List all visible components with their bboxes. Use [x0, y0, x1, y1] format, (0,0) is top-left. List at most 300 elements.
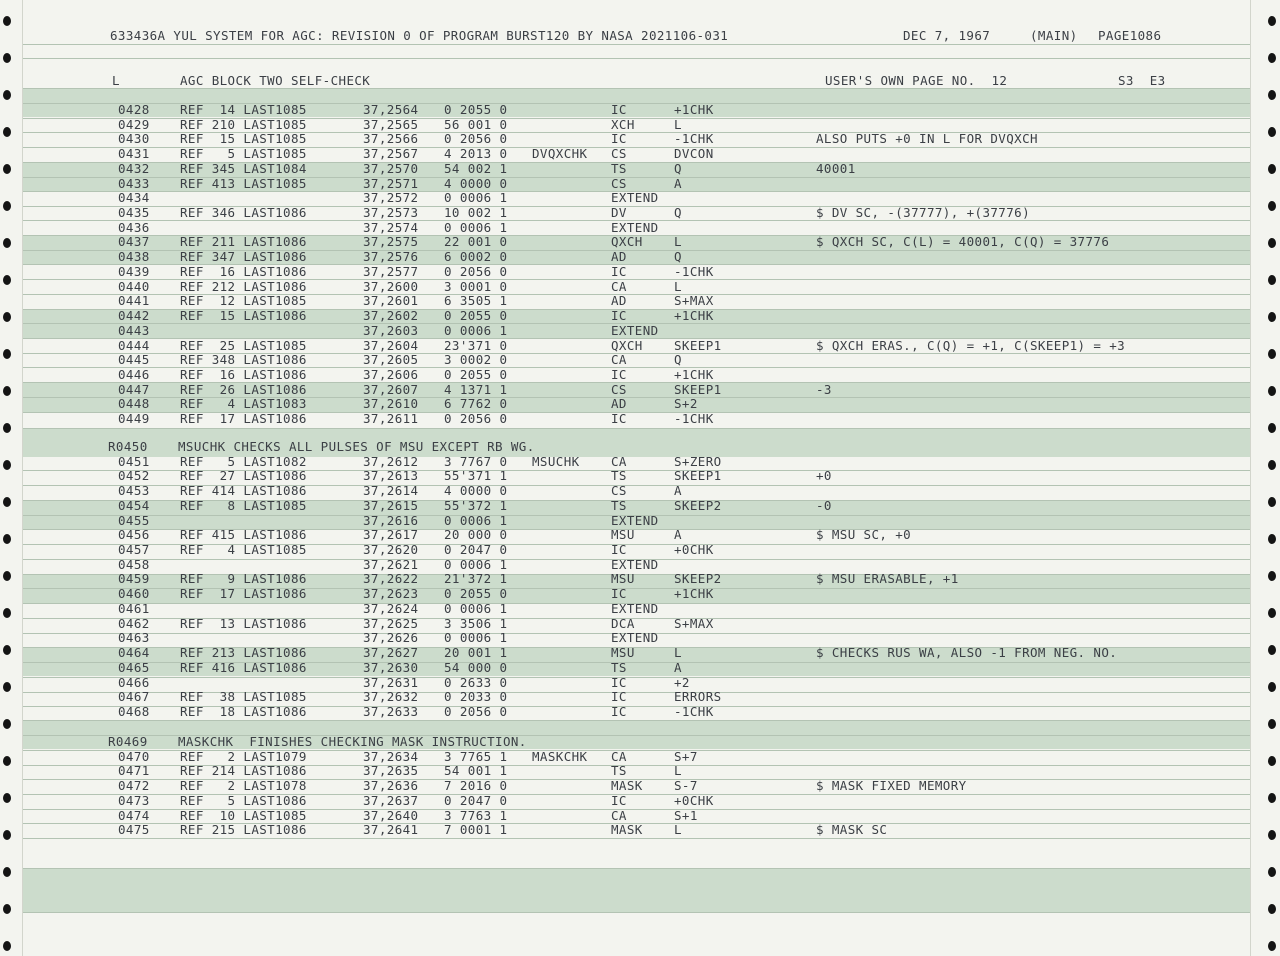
line-addr: 37,2616 — [363, 513, 419, 528]
line-comment: -0 — [816, 498, 832, 513]
line-op: EXTEND — [611, 630, 659, 645]
line-word: 0 2055 0 — [444, 308, 508, 323]
line-op: DCA — [611, 616, 635, 631]
line-ref: REF 17 LAST1086 — [180, 586, 307, 601]
line-operand: S+ZERO — [674, 454, 722, 469]
line-ref: REF 213 LAST1086 — [180, 645, 307, 660]
line-operand: A — [674, 527, 682, 542]
line-ref: REF 214 LAST1086 — [180, 763, 307, 778]
line-comment: ALSO PUTS +0 IN L FOR DVQXCH — [816, 131, 1038, 146]
line-num: 0443 — [118, 323, 150, 338]
line-word: 4 2013 0 — [444, 146, 508, 161]
line-addr: 37,2634 — [363, 749, 419, 764]
rule-line — [22, 868, 1250, 869]
line-label: DVQXCHK — [532, 146, 588, 161]
line-word: 4 0000 0 — [444, 483, 508, 498]
line-num: 0465 — [118, 660, 150, 675]
line-num: 0433 — [118, 176, 150, 191]
line-addr: 37,2620 — [363, 542, 419, 557]
line-addr: 37,2624 — [363, 601, 419, 616]
line-num: 0460 — [118, 586, 150, 601]
line-addr: 37,2571 — [363, 176, 419, 191]
line-ref: REF 16 LAST1086 — [180, 264, 307, 279]
tractor-hole — [1268, 571, 1276, 581]
assembly-mode: (MAIN) — [1030, 28, 1078, 43]
line-op: CA — [611, 279, 627, 294]
line-op: XCH — [611, 117, 635, 132]
line-word: 7 2016 0 — [444, 778, 508, 793]
line-ref: REF 4 LAST1085 — [180, 542, 307, 557]
line-num: 0453 — [118, 483, 150, 498]
line-addr: 37,2636 — [363, 778, 419, 793]
line-addr: 37,2566 — [363, 131, 419, 146]
line-ref: REF 38 LAST1085 — [180, 689, 307, 704]
tractor-hole — [3, 16, 11, 26]
line-op: EXTEND — [611, 323, 659, 338]
line-num: 0475 — [118, 822, 150, 837]
line-operand: A — [674, 483, 682, 498]
line-addr: 37,2613 — [363, 468, 419, 483]
line-operand: -1CHK — [674, 264, 714, 279]
line-ref: REF 5 LAST1085 — [180, 146, 307, 161]
line-num: 0449 — [118, 411, 150, 426]
line-word: 6 0002 0 — [444, 249, 508, 264]
line-word: 7 0001 1 — [444, 822, 508, 837]
line-word: 0 2056 0 — [444, 264, 508, 279]
line-num: 0455 — [118, 513, 150, 528]
tractor-hole — [3, 867, 11, 877]
tractor-hole — [3, 682, 11, 692]
line-addr: 37,2622 — [363, 571, 419, 586]
line-word: 0 2055 0 — [444, 102, 508, 117]
line-addr: 37,2602 — [363, 308, 419, 323]
line-operand: +1CHK — [674, 367, 714, 382]
tractor-hole — [1268, 793, 1276, 803]
line-word: 55'371 1 — [444, 468, 508, 483]
line-num: 0441 — [118, 293, 150, 308]
line-comment: -3 — [816, 382, 832, 397]
print-date: DEC 7, 1967 — [903, 28, 991, 43]
line-ref: REF 346 LAST1086 — [180, 205, 307, 220]
line-operand: L — [674, 763, 682, 778]
line-word: 0 2047 0 — [444, 793, 508, 808]
tractor-hole — [3, 238, 11, 248]
line-addr: 37,2573 — [363, 205, 419, 220]
line-num: 0457 — [118, 542, 150, 557]
line-word: 23'371 0 — [444, 338, 508, 353]
line-num: 0474 — [118, 808, 150, 823]
line-word: 4 1371 1 — [444, 382, 508, 397]
tractor-hole — [1268, 386, 1276, 396]
line-word: 0 2033 0 — [444, 689, 508, 704]
line-op: TS — [611, 161, 627, 176]
tractor-hole — [1268, 830, 1276, 840]
line-addr: 37,2601 — [363, 293, 419, 308]
line-operand: +1CHK — [674, 308, 714, 323]
line-ref: REF 15 LAST1086 — [180, 308, 307, 323]
line-op: TS — [611, 468, 627, 483]
line-ref: REF 347 LAST1086 — [180, 249, 307, 264]
line-num: 0431 — [118, 146, 150, 161]
line-operand: SKEEP1 — [674, 382, 722, 397]
tractor-hole — [1268, 608, 1276, 618]
line-addr: 37,2641 — [363, 822, 419, 837]
line-ref: REF 26 LAST1086 — [180, 382, 307, 397]
rule-line — [22, 838, 1250, 839]
tractor-hole — [1268, 497, 1276, 507]
line-num: 0467 — [118, 689, 150, 704]
line-addr: 37,2570 — [363, 161, 419, 176]
line-word: 21'372 1 — [444, 571, 508, 586]
rule-line — [22, 44, 1250, 45]
line-num: 0451 — [118, 454, 150, 469]
line-word: 0 0006 1 — [444, 190, 508, 205]
line-op: IC — [611, 264, 627, 279]
tractor-hole — [1268, 904, 1276, 914]
line-word: 6 3505 1 — [444, 293, 508, 308]
line-op: DV — [611, 205, 627, 220]
line-ref: REF 413 LAST1085 — [180, 176, 307, 191]
line-addr: 37,2640 — [363, 808, 419, 823]
rule-line — [22, 912, 1250, 913]
line-comment: $ MSU SC, +0 — [816, 527, 912, 542]
tractor-hole — [1268, 349, 1276, 359]
line-operand: L — [674, 822, 682, 837]
line-addr: 37,2626 — [363, 630, 419, 645]
line-op: EXTEND — [611, 190, 659, 205]
line-addr: 37,2572 — [363, 190, 419, 205]
perforation-edge — [1250, 0, 1251, 956]
tractor-hole — [3, 793, 11, 803]
line-ref: REF 348 LAST1086 — [180, 352, 307, 367]
line-addr: 37,2610 — [363, 396, 419, 411]
line-operand: S+1 — [674, 808, 698, 823]
line-addr: 37,2637 — [363, 793, 419, 808]
line-op: CA — [611, 808, 627, 823]
line-addr: 37,2565 — [363, 117, 419, 132]
line-operand: +1CHK — [674, 586, 714, 601]
tractor-hole — [3, 349, 11, 359]
line-word: 3 0002 0 — [444, 352, 508, 367]
line-operand: -1CHK — [674, 704, 714, 719]
tractor-hole — [1268, 941, 1276, 951]
line-word: 54 002 1 — [444, 161, 508, 176]
line-op: CS — [611, 146, 627, 161]
tractor-hole — [3, 90, 11, 100]
line-num: 0438 — [118, 249, 150, 264]
line-addr: 37,2615 — [363, 498, 419, 513]
line-comment: $ CHECKS RUS WA, ALSO -1 FROM NEG. NO. — [816, 645, 1118, 660]
line-addr: 37,2631 — [363, 675, 419, 690]
line-operand: L — [674, 234, 682, 249]
line-num: 0447 — [118, 382, 150, 397]
line-operand: +1CHK — [674, 102, 714, 117]
line-word: 54 000 0 — [444, 660, 508, 675]
line-ref: REF 5 LAST1086 — [180, 793, 307, 808]
tractor-hole — [1268, 534, 1276, 544]
line-label: MSUCHK — [532, 454, 580, 469]
line-op: AD — [611, 293, 627, 308]
line-word: 55'372 1 — [444, 498, 508, 513]
line-operand: S-7 — [674, 778, 698, 793]
line-word: 0 2056 0 — [444, 704, 508, 719]
line-op: CA — [611, 454, 627, 469]
line-ref: REF 414 LAST1086 — [180, 483, 307, 498]
line-addr: 37,2576 — [363, 249, 419, 264]
line-addr: 37,2600 — [363, 279, 419, 294]
line-word: 3 7765 1 — [444, 749, 508, 764]
line-operand: SKEEP1 — [674, 338, 722, 353]
line-op: QXCH — [611, 234, 643, 249]
line-addr: 37,2627 — [363, 645, 419, 660]
line-op: IC — [611, 367, 627, 382]
line-num: 0464 — [118, 645, 150, 660]
rule-line — [22, 428, 1250, 429]
line-ref: REF 16 LAST1086 — [180, 367, 307, 382]
line-addr: 37,2633 — [363, 704, 419, 719]
line-ref: REF 212 LAST1086 — [180, 279, 307, 294]
line-num: 0458 — [118, 557, 150, 572]
tractor-hole — [3, 201, 11, 211]
line-num: 0436 — [118, 220, 150, 235]
tractor-hole — [3, 534, 11, 544]
line-addr: 37,2612 — [363, 454, 419, 469]
tractor-hole — [3, 460, 11, 470]
line-word: 22 001 0 — [444, 234, 508, 249]
line-op: CA — [611, 749, 627, 764]
line-word: 0 2056 0 — [444, 411, 508, 426]
line-addr: 37,2625 — [363, 616, 419, 631]
line-comment: $ QXCH SC, C(L) = 40001, C(Q) = 37776 — [816, 234, 1110, 249]
line-word: 0 0006 1 — [444, 557, 508, 572]
line-word: 20 000 0 — [444, 527, 508, 542]
tractor-hole — [1268, 16, 1276, 26]
line-num: 0473 — [118, 793, 150, 808]
tractor-hole — [1268, 423, 1276, 433]
line-comment: $ DV SC, -(37777), +(37776) — [816, 205, 1030, 220]
line-num: 0468 — [118, 704, 150, 719]
line-word: 0 0006 1 — [444, 513, 508, 528]
line-operand: +0CHK — [674, 793, 714, 808]
line-word: 0 2055 0 — [444, 367, 508, 382]
line-op: IC — [611, 308, 627, 323]
line-ref: REF 5 LAST1082 — [180, 454, 307, 469]
line-num: 0434 — [118, 190, 150, 205]
line-operand: S+2 — [674, 396, 698, 411]
line-word: 3 3506 1 — [444, 616, 508, 631]
line-op: TS — [611, 660, 627, 675]
tractor-hole — [3, 53, 11, 63]
line-operand: Q — [674, 352, 682, 367]
line-operand: Q — [674, 249, 682, 264]
tractor-hole — [3, 571, 11, 581]
tractor-hole — [3, 127, 11, 137]
line-op: IC — [611, 131, 627, 146]
page-number: PAGE1086 — [1098, 28, 1162, 43]
line-op: IC — [611, 675, 627, 690]
greenbar — [22, 868, 1250, 912]
line-num: 0462 — [118, 616, 150, 631]
line-ref: REF 14 LAST1085 — [180, 102, 307, 117]
line-ref: REF 2 LAST1079 — [180, 749, 307, 764]
line-ref: REF 12 LAST1085 — [180, 293, 307, 308]
line-op: MSU — [611, 571, 635, 586]
line-op: IC — [611, 411, 627, 426]
line-operand: S+MAX — [674, 616, 714, 631]
tractor-hole — [3, 312, 11, 322]
tractor-hole — [1268, 164, 1276, 174]
line-num: 0466 — [118, 675, 150, 690]
user-page-number: USER'S OWN PAGE NO. 12 — [825, 73, 1008, 88]
rule-line — [22, 58, 1250, 59]
rule-line — [22, 720, 1250, 721]
line-addr: 37,2575 — [363, 234, 419, 249]
line-operand: L — [674, 117, 682, 132]
line-op: IC — [611, 102, 627, 117]
line-comment: +0 — [816, 468, 832, 483]
line-operand: ERRORS — [674, 689, 722, 704]
line-num: 0444 — [118, 338, 150, 353]
line-ref: REF 9 LAST1086 — [180, 571, 307, 586]
line-addr: 37,2564 — [363, 102, 419, 117]
line-operand: Q — [674, 205, 682, 220]
tractor-hole — [1268, 90, 1276, 100]
line-addr: 37,2621 — [363, 557, 419, 572]
remark-number: R0450 — [108, 439, 148, 454]
line-ref: REF 210 LAST1085 — [180, 117, 307, 132]
line-ref: REF 27 LAST1086 — [180, 468, 307, 483]
line-op: IC — [611, 689, 627, 704]
line-word: 3 7767 0 — [444, 454, 508, 469]
line-num: 0456 — [118, 527, 150, 542]
line-op: IC — [611, 542, 627, 557]
line-num: 0448 — [118, 396, 150, 411]
tractor-hole — [1268, 867, 1276, 877]
line-comment: $ MASK SC — [816, 822, 888, 837]
line-operand: -1CHK — [674, 131, 714, 146]
line-num: 0459 — [118, 571, 150, 586]
line-addr: 37,2607 — [363, 382, 419, 397]
line-operand: L — [674, 279, 682, 294]
line-num: 0430 — [118, 131, 150, 146]
tractor-hole — [1268, 238, 1276, 248]
line-ref: REF 17 LAST1086 — [180, 411, 307, 426]
line-addr: 37,2635 — [363, 763, 419, 778]
line-num: 0428 — [118, 102, 150, 117]
line-word: 56 001 0 — [444, 117, 508, 132]
line-num: 0452 — [118, 468, 150, 483]
line-operand: +2 — [674, 675, 690, 690]
line-operand: SKEEP2 — [674, 571, 722, 586]
line-ref: REF 415 LAST1086 — [180, 527, 307, 542]
line-op: IC — [611, 586, 627, 601]
line-ref: REF 8 LAST1085 — [180, 498, 307, 513]
tractor-hole — [3, 904, 11, 914]
line-op: CS — [611, 176, 627, 191]
line-op: EXTEND — [611, 557, 659, 572]
line-ref: REF 25 LAST1085 — [180, 338, 307, 353]
remark-text: MASKCHK FINISHES CHECKING MASK INSTRUCTION. — [178, 734, 527, 749]
line-operand: S+MAX — [674, 293, 714, 308]
line-op: MSU — [611, 527, 635, 542]
line-comment: $ MASK FIXED MEMORY — [816, 778, 967, 793]
line-word: 6 7762 0 — [444, 396, 508, 411]
line-addr: 37,2577 — [363, 264, 419, 279]
rule-line — [22, 677, 1250, 678]
tractor-hole — [1268, 275, 1276, 285]
line-comment: 40001 — [816, 161, 856, 176]
line-operand: A — [674, 660, 682, 675]
line-op: TS — [611, 498, 627, 513]
line-ref: REF 13 LAST1086 — [180, 616, 307, 631]
tractor-hole — [3, 164, 11, 174]
line-num: 0470 — [118, 749, 150, 764]
line-addr: 37,2617 — [363, 527, 419, 542]
line-num: 0471 — [118, 763, 150, 778]
line-word: 4 0000 0 — [444, 176, 508, 191]
line-word: 0 2056 0 — [444, 131, 508, 146]
tractor-hole — [3, 497, 11, 507]
line-op: TS — [611, 763, 627, 778]
tractor-hole — [1268, 682, 1276, 692]
line-word: 0 0006 1 — [444, 220, 508, 235]
line-op: CA — [611, 352, 627, 367]
line-comment: $ QXCH ERAS., C(Q) = +1, C(SKEEP1) = +3 — [816, 338, 1126, 353]
tractor-hole — [3, 719, 11, 729]
tractor-hole — [1268, 201, 1276, 211]
line-ref: REF 345 LAST1084 — [180, 161, 307, 176]
line-operand: Q — [674, 161, 682, 176]
line-word: 3 7763 1 — [444, 808, 508, 823]
tractor-hole — [3, 756, 11, 766]
line-ref: REF 2 LAST1078 — [180, 778, 307, 793]
line-ref: REF 15 LAST1085 — [180, 131, 307, 146]
line-num: 0429 — [118, 117, 150, 132]
perforation-edge — [22, 0, 23, 956]
tractor-hole — [1268, 53, 1276, 63]
line-num: 0454 — [118, 498, 150, 513]
listing-title: 633436A YUL SYSTEM FOR AGC: REVISION 0 OF PROGRAM BURST120 BY NASA 2021106-031 — [110, 28, 729, 43]
line-addr: 37,2630 — [363, 660, 419, 675]
line-comment: $ MSU ERASABLE, +1 — [816, 571, 959, 586]
tractor-hole — [3, 423, 11, 433]
line-label: MASKCHK — [532, 749, 588, 764]
tractor-hole — [1268, 719, 1276, 729]
line-operand: L — [674, 645, 682, 660]
line-op: EXTEND — [611, 220, 659, 235]
line-addr: 37,2603 — [363, 323, 419, 338]
line-word: 0 2047 0 — [444, 542, 508, 557]
line-addr: 37,2605 — [363, 352, 419, 367]
tractor-hole — [3, 830, 11, 840]
line-word: 0 0006 1 — [444, 630, 508, 645]
line-addr: 37,2567 — [363, 146, 419, 161]
line-addr: 37,2611 — [363, 411, 419, 426]
line-num: 0463 — [118, 630, 150, 645]
tractor-hole — [1268, 312, 1276, 322]
section-code: S3 E3 — [1118, 73, 1166, 88]
line-addr: 37,2614 — [363, 483, 419, 498]
line-word: 10 002 1 — [444, 205, 508, 220]
line-op: AD — [611, 249, 627, 264]
line-op: CS — [611, 382, 627, 397]
line-num: 0432 — [118, 161, 150, 176]
section-column: L — [112, 73, 120, 88]
tractor-hole — [3, 608, 11, 618]
line-ref: REF 211 LAST1086 — [180, 234, 307, 249]
tractor-hole — [1268, 127, 1276, 137]
line-addr: 37,2604 — [363, 338, 419, 353]
